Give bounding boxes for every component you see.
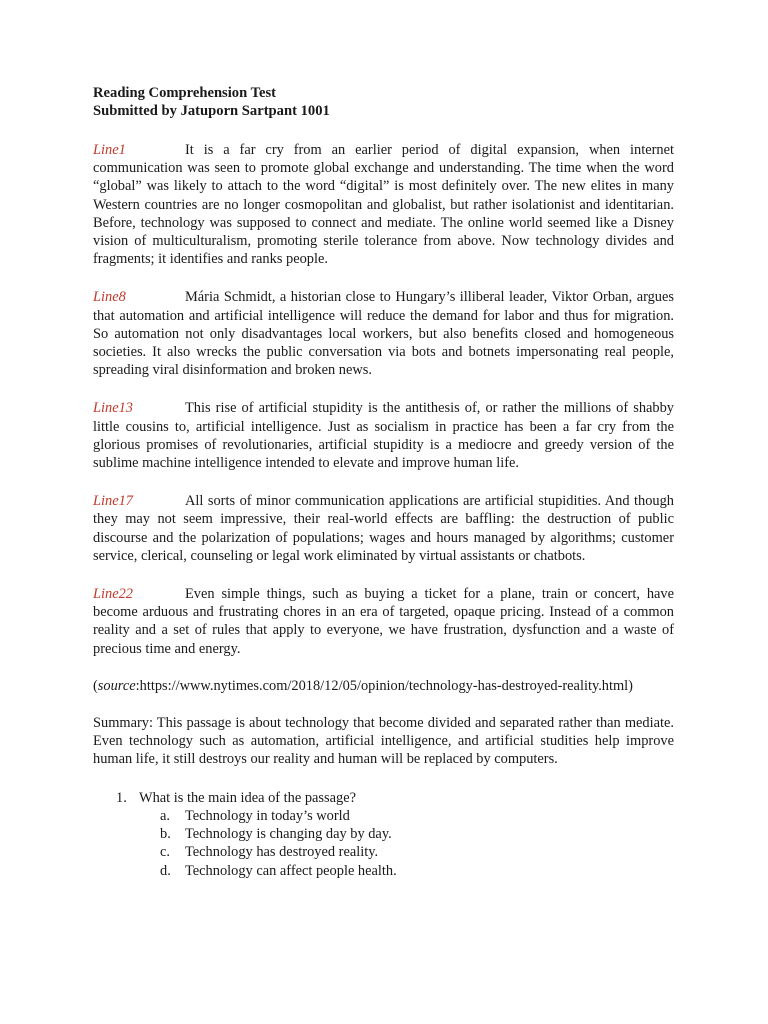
source-citation <box>93 677 674 695</box>
document-title: Reading Comprehension Test <box>93 85 276 101</box>
option-letter: d. <box>160 862 171 879</box>
paragraph-text: All sorts of minor communication applications are artificial stupidities. And though they may not seem impressive, their real-world effects are baffling: the destruction of public discourse and the polarization of populations; wages and hours managed by algorithms; customer service, clerical, counseling or legal work eliminated by virtual assistants or chatbots. <box>93 493 674 564</box>
answer-option <box>139 862 674 880</box>
source-label: source <box>97 677 136 694</box>
option-text: Technology has destroyed reality. <box>185 844 379 861</box>
paragraph-text: This rise of artificial stupidity is the antithesis of, or rather the millions of shabby little cousins to, artificial intelligence. Just as socialism in practice has been a far cry from the glorious promises of revolutionaries, artificial stupidity is a mediocre and greedy version of the sublime machine intelligence intended to elevate and improve human life. <box>93 400 674 472</box>
paragraph-text: Even simple things, such as buying a ticket for a plane, train or concert, have become arduous and frustrating chores in an era of targeted, opaque pricing. Instead of a common reality and a set of rules that apply to everyone, we have frustration, dysfunction and a waste of precious time and energy. <box>93 586 674 657</box>
question-list <box>93 789 674 880</box>
line-label: Line22 <box>93 586 133 603</box>
answer-option <box>139 807 674 825</box>
line-label: Line17 <box>93 493 133 510</box>
paragraph-text: It is a far cry from an earlier period of digital expansion, when internet communication was seen to promote global exchange and understanding. The time when the word “global” was likely to attach to the word “digital” is most definitely over. The new elites in many Western countries are no longer cosmopolitan and globalist, but rather isolationist and identitarian. Before, technology was supposed to connect and mediate. The online world seemed like a Disney vision of multiculturalism, promoting sterile tolerance from above. Now technology divides and fragments; it identifies and ranks people. <box>93 142 674 268</box>
paragraph-line13 <box>93 399 674 472</box>
option-letter: b. <box>160 826 171 843</box>
line-label: Line13 <box>93 400 133 417</box>
source-url[interactable]: :https://www.nytimes.com/2018/12/05/opinion/technology-has-destroyed-reality.html) <box>135 677 633 694</box>
option-text: Technology can affect people health. <box>185 862 397 879</box>
answer-option <box>139 843 674 861</box>
question-number: 1. <box>116 789 127 806</box>
answer-options <box>139 807 674 880</box>
line-label: Line8 <box>93 289 126 306</box>
document-subtitle: Submitted by Jatuporn Sartpant 1001 <box>93 103 330 119</box>
option-text: Technology in today’s world <box>185 807 350 824</box>
summary-paragraph: Summary: This passage is about technology that become divided and separated rather than mediate. Even technology such as automation, artificial intelligence, and artificial studities help improve human life, it still destroys our reality and human will be replaced by computers. <box>93 715 674 768</box>
paragraph-line8 <box>93 288 674 379</box>
paragraph-line1 <box>93 141 674 268</box>
answer-option <box>139 825 674 843</box>
line-label: Line1 <box>93 142 126 158</box>
paragraph-line17 <box>93 492 674 565</box>
paragraph-line22 <box>93 585 674 658</box>
option-letter: a. <box>160 807 170 824</box>
question-item <box>93 789 674 880</box>
source-open-paren: ( <box>93 677 98 694</box>
option-letter: c. <box>160 844 170 861</box>
paragraph-text: Mária Schmidt, a historian close to Hungary’s illiberal leader, Viktor Orban, argues that automation and artificial intelligence will reduce the demand for labor and thus for migration. So automation not only disadvantages local workers, but also benefits closed and homogeneous societies. It also wrecks the public conversation via bots and botnets impersonating real people, spreading viral disinformation and broken news. <box>93 289 674 379</box>
question-text: What is the main idea of the passage? <box>139 789 356 806</box>
option-text: Technology is changing day by day. <box>185 826 392 843</box>
